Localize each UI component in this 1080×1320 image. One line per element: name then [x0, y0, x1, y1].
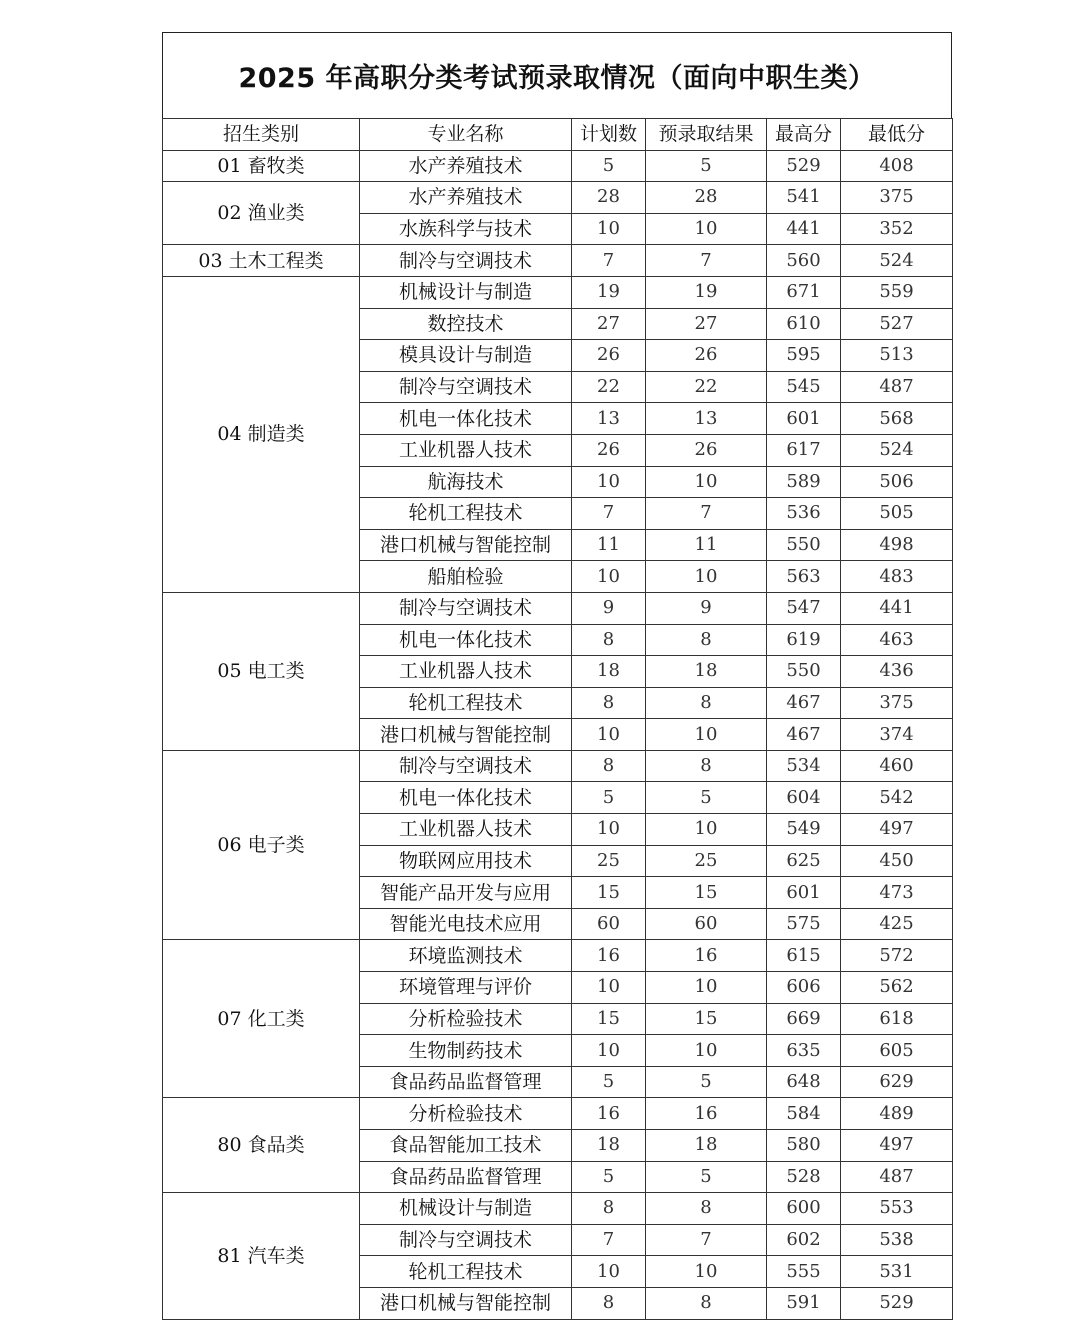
min-score-cell: 562 — [841, 972, 953, 1004]
max-score-cell: 555 — [767, 1256, 841, 1288]
major-cell: 制冷与空调技术 — [360, 245, 572, 277]
max-score-cell: 545 — [767, 371, 841, 403]
min-score-cell: 497 — [841, 814, 953, 846]
plan-count-cell: 15 — [572, 877, 646, 909]
admitted-count-cell: 7 — [646, 498, 767, 530]
plan-count-cell: 10 — [572, 213, 646, 245]
plan-count-cell: 8 — [572, 1287, 646, 1319]
table-row — [163, 182, 953, 214]
admitted-count-cell: 18 — [646, 1130, 767, 1162]
major-cell: 机电一体化技术 — [360, 624, 572, 656]
major-cell: 机电一体化技术 — [360, 782, 572, 814]
plan-count-cell: 8 — [572, 687, 646, 719]
table-body — [163, 150, 953, 1319]
max-score-cell: 580 — [767, 1130, 841, 1162]
admitted-count-cell: 10 — [646, 213, 767, 245]
table-row — [163, 1193, 953, 1225]
max-score-cell: 550 — [767, 656, 841, 688]
min-score-cell: 436 — [841, 656, 953, 688]
max-score-cell: 584 — [767, 1098, 841, 1130]
admitted-count-cell: 10 — [646, 1256, 767, 1288]
max-score-cell: 589 — [767, 466, 841, 498]
admitted-count-cell: 5 — [646, 1161, 767, 1193]
min-score-cell: 542 — [841, 782, 953, 814]
max-score-cell: 625 — [767, 845, 841, 877]
min-score-cell: 489 — [841, 1098, 953, 1130]
max-score-cell: 635 — [767, 1035, 841, 1067]
major-cell: 模具设计与制造 — [360, 340, 572, 372]
admitted-count-cell: 26 — [646, 340, 767, 372]
min-score-cell: 487 — [841, 371, 953, 403]
plan-count-cell: 26 — [572, 340, 646, 372]
plan-count-cell: 5 — [572, 782, 646, 814]
table-row — [163, 150, 953, 182]
category-cell: 03 土木工程类 — [163, 245, 360, 277]
major-cell: 制冷与空调技术 — [360, 371, 572, 403]
admitted-count-cell: 5 — [646, 782, 767, 814]
plan-count-cell: 10 — [572, 719, 646, 751]
admitted-count-cell: 10 — [646, 561, 767, 593]
plan-count-cell: 26 — [572, 434, 646, 466]
admitted-count-cell: 9 — [646, 592, 767, 624]
plan-count-cell: 5 — [572, 1161, 646, 1193]
plan-count-cell: 10 — [572, 561, 646, 593]
admitted-count-cell: 7 — [646, 1224, 767, 1256]
plan-count-cell: 7 — [572, 498, 646, 530]
major-cell: 食品药品监督管理 — [360, 1161, 572, 1193]
max-score-cell: 536 — [767, 498, 841, 530]
plan-count-cell: 8 — [572, 750, 646, 782]
major-cell: 制冷与空调技术 — [360, 1224, 572, 1256]
admitted-count-cell: 15 — [646, 1003, 767, 1035]
major-cell: 物联网应用技术 — [360, 845, 572, 877]
plan-count-cell: 10 — [572, 814, 646, 846]
major-cell: 生物制药技术 — [360, 1035, 572, 1067]
max-score-cell: 601 — [767, 403, 841, 435]
min-score-cell: 506 — [841, 466, 953, 498]
plan-count-cell: 28 — [572, 182, 646, 214]
plan-count-cell: 5 — [572, 1066, 646, 1098]
major-cell: 制冷与空调技术 — [360, 592, 572, 624]
min-score-cell: 605 — [841, 1035, 953, 1067]
max-score-cell: 560 — [767, 245, 841, 277]
min-score-cell: 375 — [841, 182, 953, 214]
min-score-cell: 531 — [841, 1256, 953, 1288]
admitted-count-cell: 16 — [646, 940, 767, 972]
max-score-cell: 610 — [767, 308, 841, 340]
plan-count-cell: 9 — [572, 592, 646, 624]
plan-count-cell: 10 — [572, 972, 646, 1004]
max-score-cell: 467 — [767, 687, 841, 719]
plan-count-cell: 22 — [572, 371, 646, 403]
admitted-count-cell: 7 — [646, 245, 767, 277]
major-cell: 航海技术 — [360, 466, 572, 498]
max-score-cell: 669 — [767, 1003, 841, 1035]
major-cell: 智能产品开发与应用 — [360, 877, 572, 909]
max-score-cell: 563 — [767, 561, 841, 593]
major-cell: 环境监测技术 — [360, 940, 572, 972]
min-score-cell: 524 — [841, 434, 953, 466]
plan-count-cell: 15 — [572, 1003, 646, 1035]
major-cell: 轮机工程技术 — [360, 687, 572, 719]
category-cell: 05 电工类 — [163, 592, 360, 750]
major-cell: 轮机工程技术 — [360, 498, 572, 530]
min-score-cell: 618 — [841, 1003, 953, 1035]
category-cell: 02 渔业类 — [163, 182, 360, 245]
category-cell: 01 畜牧类 — [163, 150, 360, 182]
max-score-cell: 591 — [767, 1287, 841, 1319]
min-score-cell: 374 — [841, 719, 953, 751]
max-score-cell: 528 — [767, 1161, 841, 1193]
header-min: 最低分 — [841, 119, 953, 151]
plan-count-cell: 10 — [572, 1256, 646, 1288]
plan-count-cell: 7 — [572, 245, 646, 277]
plan-count-cell: 18 — [572, 656, 646, 688]
major-cell: 分析检验技术 — [360, 1003, 572, 1035]
admitted-count-cell: 60 — [646, 908, 767, 940]
min-score-cell: 559 — [841, 276, 953, 308]
max-score-cell: 671 — [767, 276, 841, 308]
admitted-count-cell: 27 — [646, 308, 767, 340]
admitted-count-cell: 19 — [646, 276, 767, 308]
min-score-cell: 375 — [841, 687, 953, 719]
major-cell: 工业机器人技术 — [360, 814, 572, 846]
min-score-cell: 463 — [841, 624, 953, 656]
admission-document — [162, 32, 952, 1320]
min-score-cell: 473 — [841, 877, 953, 909]
admission-table — [162, 118, 953, 1320]
max-score-cell: 648 — [767, 1066, 841, 1098]
category-cell: 06 电子类 — [163, 750, 360, 940]
table-row — [163, 750, 953, 782]
min-score-cell: 487 — [841, 1161, 953, 1193]
plan-count-cell: 11 — [572, 529, 646, 561]
major-cell: 水产养殖技术 — [360, 150, 572, 182]
admitted-count-cell: 10 — [646, 1035, 767, 1067]
admitted-count-cell: 22 — [646, 371, 767, 403]
table-row — [163, 940, 953, 972]
admitted-count-cell: 8 — [646, 1287, 767, 1319]
max-score-cell: 619 — [767, 624, 841, 656]
plan-count-cell: 10 — [572, 1035, 646, 1067]
major-cell: 港口机械与智能控制 — [360, 1287, 572, 1319]
max-score-cell: 541 — [767, 182, 841, 214]
plan-count-cell: 7 — [572, 1224, 646, 1256]
admitted-count-cell: 5 — [646, 150, 767, 182]
title-box — [162, 32, 952, 118]
admitted-count-cell: 16 — [646, 1098, 767, 1130]
admitted-count-cell: 28 — [646, 182, 767, 214]
header-max: 最高分 — [767, 119, 841, 151]
major-cell: 机械设计与制造 — [360, 1193, 572, 1225]
max-score-cell: 617 — [767, 434, 841, 466]
min-score-cell: 529 — [841, 1287, 953, 1319]
plan-count-cell: 16 — [572, 1098, 646, 1130]
plan-count-cell: 19 — [572, 276, 646, 308]
max-score-cell: 615 — [767, 940, 841, 972]
max-score-cell: 547 — [767, 592, 841, 624]
max-score-cell: 575 — [767, 908, 841, 940]
major-cell: 分析检验技术 — [360, 1098, 572, 1130]
major-cell: 机械设计与制造 — [360, 276, 572, 308]
min-score-cell: 408 — [841, 150, 953, 182]
min-score-cell: 572 — [841, 940, 953, 972]
plan-count-cell: 18 — [572, 1130, 646, 1162]
table-row — [163, 276, 953, 308]
plan-count-cell: 25 — [572, 845, 646, 877]
admitted-count-cell: 26 — [646, 434, 767, 466]
major-cell: 智能光电技术应用 — [360, 908, 572, 940]
plan-count-cell: 60 — [572, 908, 646, 940]
plan-count-cell: 13 — [572, 403, 646, 435]
category-cell: 07 化工类 — [163, 940, 360, 1098]
admitted-count-cell: 10 — [646, 719, 767, 751]
admitted-count-cell: 8 — [646, 687, 767, 719]
min-score-cell: 538 — [841, 1224, 953, 1256]
max-score-cell: 604 — [767, 782, 841, 814]
major-cell: 工业机器人技术 — [360, 656, 572, 688]
min-score-cell: 505 — [841, 498, 953, 530]
major-cell: 制冷与空调技术 — [360, 750, 572, 782]
major-cell: 水族科学与技术 — [360, 213, 572, 245]
header-major: 专业名称 — [360, 119, 572, 151]
category-cell: 04 制造类 — [163, 276, 360, 592]
min-score-cell: 498 — [841, 529, 953, 561]
min-score-cell: 513 — [841, 340, 953, 372]
min-score-cell: 568 — [841, 403, 953, 435]
admitted-count-cell: 25 — [646, 845, 767, 877]
major-cell: 数控技术 — [360, 308, 572, 340]
table-row — [163, 592, 953, 624]
category-cell: 80 食品类 — [163, 1098, 360, 1193]
plan-count-cell: 16 — [572, 940, 646, 972]
max-score-cell: 550 — [767, 529, 841, 561]
document-title: 2025 年高职分类考试预录取情况（面向中职生类） — [238, 63, 876, 94]
max-score-cell: 529 — [767, 150, 841, 182]
min-score-cell: 460 — [841, 750, 953, 782]
admitted-count-cell: 5 — [646, 1066, 767, 1098]
major-cell: 机电一体化技术 — [360, 403, 572, 435]
header-category: 招生类别 — [163, 119, 360, 151]
header-row — [163, 119, 953, 151]
min-score-cell: 553 — [841, 1193, 953, 1225]
min-score-cell: 483 — [841, 561, 953, 593]
major-cell: 船舶检验 — [360, 561, 572, 593]
category-cell: 81 汽车类 — [163, 1193, 360, 1319]
plan-count-cell: 8 — [572, 624, 646, 656]
max-score-cell: 534 — [767, 750, 841, 782]
plan-count-cell: 8 — [572, 1193, 646, 1225]
table-row — [163, 1098, 953, 1130]
admitted-count-cell: 10 — [646, 466, 767, 498]
major-cell: 港口机械与智能控制 — [360, 529, 572, 561]
min-score-cell: 425 — [841, 908, 953, 940]
major-cell: 环境管理与评价 — [360, 972, 572, 1004]
major-cell: 轮机工程技术 — [360, 1256, 572, 1288]
min-score-cell: 441 — [841, 592, 953, 624]
min-score-cell: 352 — [841, 213, 953, 245]
major-cell: 工业机器人技术 — [360, 434, 572, 466]
major-cell: 港口机械与智能控制 — [360, 719, 572, 751]
admitted-count-cell: 11 — [646, 529, 767, 561]
min-score-cell: 524 — [841, 245, 953, 277]
major-cell: 食品智能加工技术 — [360, 1130, 572, 1162]
plan-count-cell: 5 — [572, 150, 646, 182]
admitted-count-cell: 15 — [646, 877, 767, 909]
admitted-count-cell: 8 — [646, 750, 767, 782]
min-score-cell: 497 — [841, 1130, 953, 1162]
min-score-cell: 450 — [841, 845, 953, 877]
max-score-cell: 606 — [767, 972, 841, 1004]
admitted-count-cell: 13 — [646, 403, 767, 435]
max-score-cell: 602 — [767, 1224, 841, 1256]
header-result: 预录取结果 — [646, 119, 767, 151]
max-score-cell: 600 — [767, 1193, 841, 1225]
admitted-count-cell: 18 — [646, 656, 767, 688]
max-score-cell: 601 — [767, 877, 841, 909]
header-plan: 计划数 — [572, 119, 646, 151]
min-score-cell: 629 — [841, 1066, 953, 1098]
min-score-cell: 527 — [841, 308, 953, 340]
plan-count-cell: 10 — [572, 466, 646, 498]
plan-count-cell: 27 — [572, 308, 646, 340]
major-cell: 水产养殖技术 — [360, 182, 572, 214]
admitted-count-cell: 10 — [646, 972, 767, 1004]
admitted-count-cell: 8 — [646, 1193, 767, 1225]
max-score-cell: 441 — [767, 213, 841, 245]
table-row — [163, 245, 953, 277]
max-score-cell: 595 — [767, 340, 841, 372]
major-cell: 食品药品监督管理 — [360, 1066, 572, 1098]
max-score-cell: 549 — [767, 814, 841, 846]
max-score-cell: 467 — [767, 719, 841, 751]
admitted-count-cell: 8 — [646, 624, 767, 656]
admitted-count-cell: 10 — [646, 814, 767, 846]
